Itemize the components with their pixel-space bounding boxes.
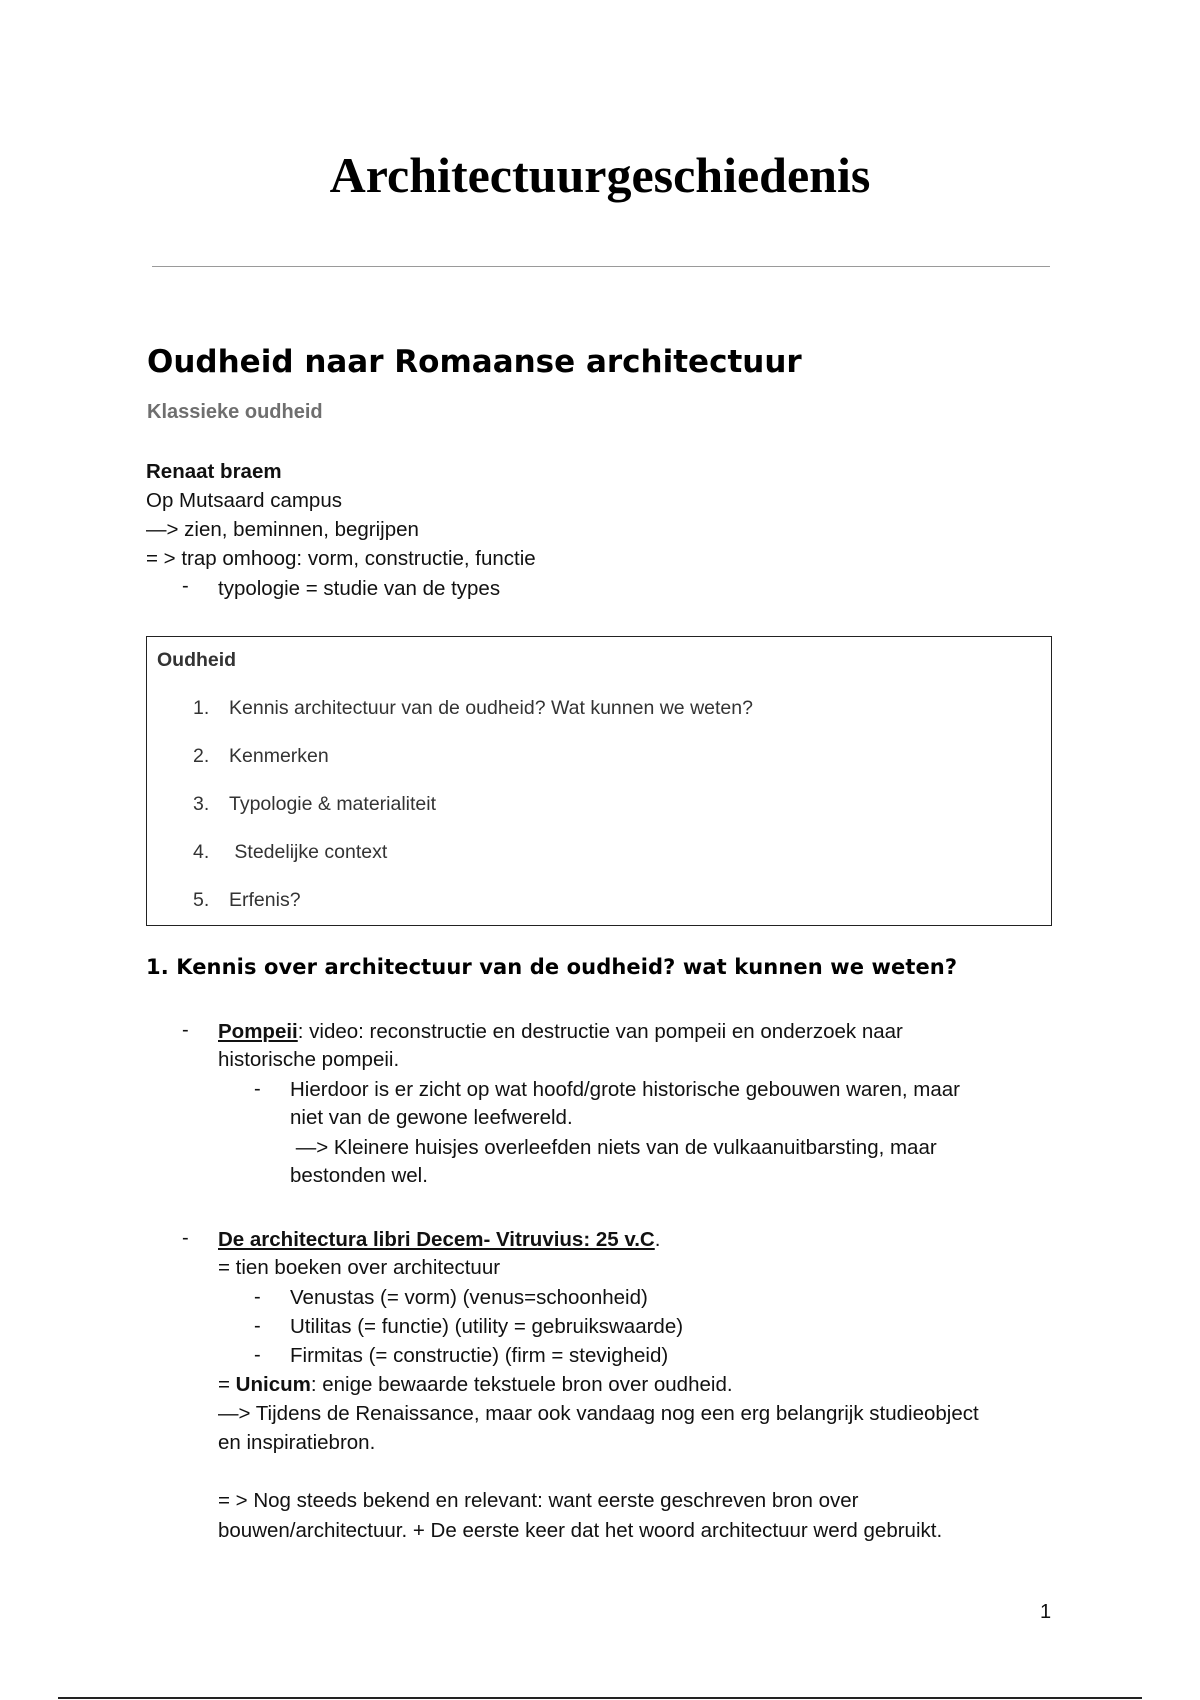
toc-item-number: 4. [193, 841, 210, 863]
intro-line-3: = > trap omhoog: vorm, constructie, functie [146, 547, 536, 570]
relevance-line-2: bouwen/architectuur. + De eerste keer dat het woord architectuur werd gebruikt. [218, 1519, 943, 1542]
bullet-dash: - [182, 1019, 189, 1041]
pompeii-line-1 [218, 1017, 903, 1046]
bullet-dash: - [182, 1227, 189, 1249]
toc-item-label: Typologie & materialiteit [229, 793, 437, 815]
document-title: Architectuurgeschiedenis [329, 147, 871, 203]
toc-item [193, 841, 387, 864]
renaissance-line-2: en inspiratiebron. [218, 1431, 376, 1454]
unicum-text: : enige bewaarde tekstuele bron over oudheid. [310, 1373, 733, 1396]
bullet-dash: - [254, 1078, 261, 1100]
toc-item-number: 5. [193, 889, 210, 911]
toc-box [146, 636, 1052, 926]
vitruvius-item: Venustas (= vorm) (venus=schoonheid) [290, 1286, 648, 1309]
toc-item-label: Kenmerken [229, 745, 329, 767]
subtitle-klassieke-oudheid: Klassieke oudheid [147, 401, 323, 423]
vitruvius-term-end: . [654, 1228, 661, 1251]
section-1-heading: 1. Kennis over architectuur van de oudheid? wat kunnen we weten? [146, 955, 958, 979]
bullet-dash: - [254, 1286, 261, 1308]
intro-line-1: Op Mutsaard campus [146, 489, 342, 512]
intro-line-2: —> zien, beminnen, begrijpen [146, 518, 419, 541]
pompeii-text: : video: reconstructie en destructie van pompeii en onderzoek naar [297, 1020, 903, 1043]
unicum-prefix: = [218, 1373, 236, 1396]
vitruvius-term: De architectura libri Decem- Vitruvius: 25 v.C [218, 1228, 655, 1251]
pompeii-sub-line-3: —> Kleinere huisjes overleefden niets van de vulkaanuitbarsting, maar [290, 1136, 937, 1159]
bullet-dash: - [254, 1315, 261, 1337]
pompeii-term: Pompeii [218, 1020, 298, 1043]
toc-item [193, 793, 436, 816]
toc-item [193, 697, 753, 720]
pompeii-sub-line-2: niet van de gewone leefwereld. [290, 1106, 573, 1129]
pompeii-line-2: historische pompeii. [218, 1048, 400, 1071]
toc-item-number: 2. [193, 745, 210, 767]
toc-item-number: 1. [193, 697, 210, 719]
toc-item-number: 3. [193, 793, 210, 815]
intro-bullet-typologie: typologie = studie van de types [218, 577, 501, 600]
relevance-line-1: = > Nog steeds bekend en relevant: want eerste geschreven bron over [218, 1489, 859, 1512]
page-bottom-divider [58, 1697, 1142, 1699]
vitruvius-item: Utilitas (= functie) (utility = gebruikswaarde) [290, 1315, 684, 1338]
title-divider [152, 266, 1050, 267]
bullet-dash: - [182, 575, 189, 597]
toc-item-label: Erfenis? [229, 889, 301, 911]
vitruvius-item: Firmitas (= constructie) (firm = stevigheid) [290, 1344, 669, 1367]
toc-title: Oudheid [157, 649, 237, 671]
unicum-line [218, 1370, 733, 1399]
renaissance-line-1: —> Tijdens de Renaissance, maar ook vandaag nog een erg belangrijk studieobject [218, 1402, 979, 1425]
pompeii-sub-line-1: Hierdoor is er zicht op wat hoofd/grote historische gebouwen waren, maar [290, 1078, 961, 1101]
intro-name: Renaat braem [146, 460, 282, 483]
vitruvius-title-line [218, 1225, 660, 1254]
toc-item-label: Kennis architectuur van de oudheid? Wat kunnen we weten? [229, 697, 753, 719]
unicum-term: Unicum [235, 1373, 311, 1396]
bullet-dash: - [254, 1344, 261, 1366]
heading-oudheid-romaans: Oudheid naar Romaanse architectuur [147, 344, 802, 380]
toc-item [193, 745, 329, 768]
toc-item [193, 889, 301, 912]
vitruvius-line-1: = tien boeken over architectuur [218, 1256, 501, 1279]
toc-item-label: Stedelijke context [229, 841, 388, 863]
page-number: 1 [1040, 1601, 1052, 1623]
pompeii-sub-line-4: bestonden wel. [290, 1164, 428, 1187]
